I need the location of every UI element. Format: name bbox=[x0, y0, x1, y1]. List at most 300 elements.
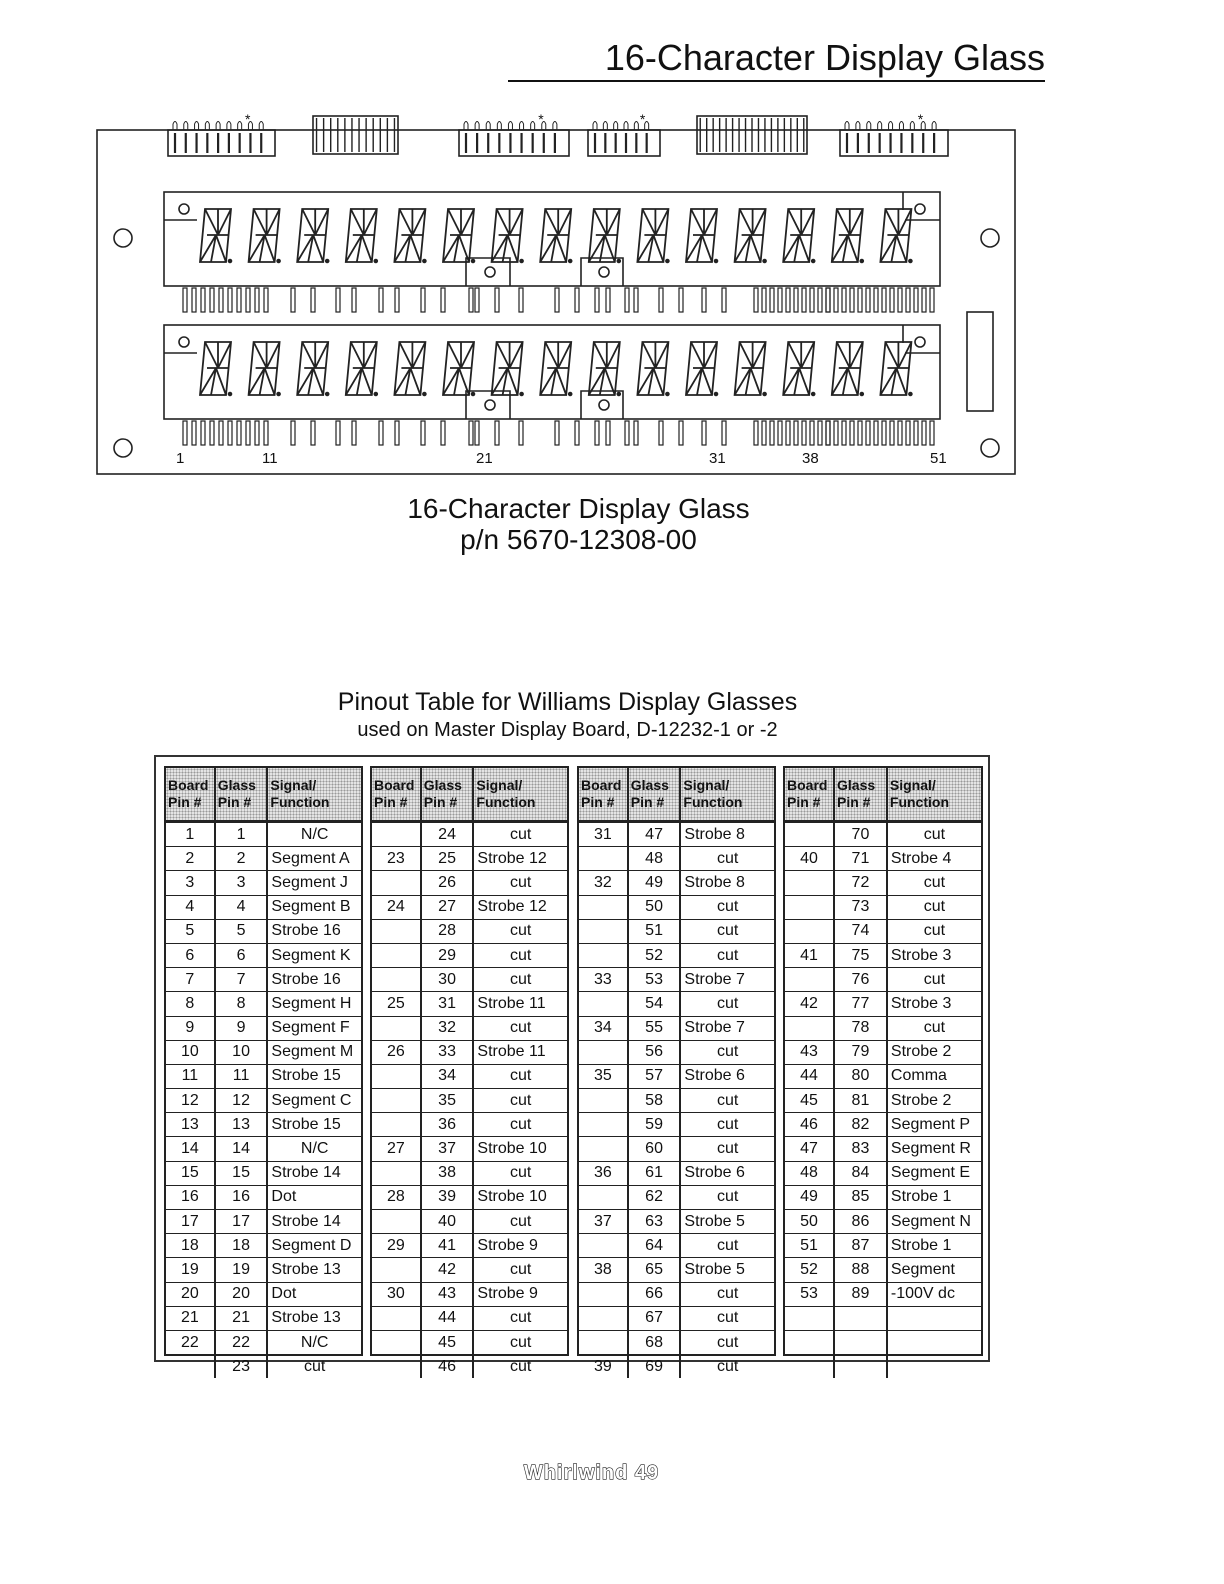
signal-cell: Strobe 1 bbox=[887, 1185, 981, 1209]
board-pin-cell: 53 bbox=[785, 1282, 834, 1306]
display-digit bbox=[783, 342, 814, 395]
table-row bbox=[579, 919, 774, 943]
signal-cell: cut bbox=[887, 968, 981, 992]
signal-cell: Strobe 13 bbox=[267, 1258, 361, 1282]
signal-cell: cut bbox=[473, 968, 567, 992]
glass-lead-pin bbox=[922, 288, 926, 312]
glass-lead-pin bbox=[834, 421, 838, 445]
display-digit bbox=[249, 209, 280, 262]
glass-pin-cell: 23 bbox=[215, 1355, 268, 1379]
board-pin-cell bbox=[372, 1016, 421, 1040]
decimal-point bbox=[617, 393, 620, 396]
board-pin-cell: 33 bbox=[579, 968, 628, 992]
page-footer: Whirlwind 49 bbox=[523, 1462, 660, 1484]
glass-pin-cell: 43 bbox=[421, 1282, 474, 1306]
glass-pin-cell: 17 bbox=[215, 1210, 268, 1234]
glass-lead-pin bbox=[898, 421, 902, 445]
glass-lead-pin bbox=[595, 421, 599, 445]
decimal-point bbox=[374, 260, 377, 263]
signal-cell: Strobe 7 bbox=[680, 1016, 774, 1040]
glass-pin-cell: 62 bbox=[628, 1185, 681, 1209]
board-pin-cell: 13 bbox=[166, 1113, 215, 1137]
display-digit bbox=[394, 209, 425, 262]
caption-title: 16-Character Display Glass bbox=[407, 493, 750, 524]
board-pin-cell: 9 bbox=[166, 1016, 215, 1040]
display-digit bbox=[297, 209, 328, 262]
table-row bbox=[166, 1064, 361, 1088]
glass-pin-cell: 78 bbox=[834, 1016, 887, 1040]
board-pin-cell: 25 bbox=[372, 992, 421, 1016]
glass-lead-pin bbox=[469, 288, 473, 312]
glass-lead-pin bbox=[311, 421, 315, 445]
glass-pin-cell: 38 bbox=[421, 1161, 474, 1185]
signal-cell: Segment C bbox=[267, 1089, 361, 1113]
decimal-point bbox=[423, 260, 426, 263]
glass-lead-pin bbox=[890, 421, 894, 445]
header-glass-pin: Glass Pin # bbox=[834, 768, 887, 822]
decimal-point bbox=[617, 260, 620, 263]
glass-pin-cell: 8 bbox=[215, 992, 268, 1016]
signal-cell: cut bbox=[680, 1330, 774, 1354]
pin1-marker: * bbox=[245, 111, 251, 127]
table-row bbox=[785, 1040, 981, 1064]
glass-pin-cell: 59 bbox=[628, 1113, 681, 1137]
glass-tab-hole bbox=[599, 267, 609, 277]
glass-pin-cell: 61 bbox=[628, 1161, 681, 1185]
table-row bbox=[785, 1185, 981, 1209]
board-pin-cell bbox=[372, 1089, 421, 1113]
signal-cell: cut bbox=[680, 1137, 774, 1161]
table-header-row bbox=[579, 768, 774, 822]
signal-cell: cut bbox=[473, 919, 567, 943]
signal-cell: Strobe 3 bbox=[887, 943, 981, 967]
glass-pin-cell: 6 bbox=[215, 943, 268, 967]
board-pin-cell bbox=[372, 1161, 421, 1185]
glass-pin-cell: 15 bbox=[215, 1161, 268, 1185]
glass-pin-cell: 7 bbox=[215, 968, 268, 992]
board-pin-cell bbox=[785, 1330, 834, 1354]
glass-pin-cell: 63 bbox=[628, 1210, 681, 1234]
board-pin-cell: 2 bbox=[166, 847, 215, 871]
table-row bbox=[166, 871, 361, 895]
signal-cell: cut bbox=[473, 1016, 567, 1040]
glass-lead-pin bbox=[842, 288, 846, 312]
connector-pin-top bbox=[475, 122, 479, 131]
signal-cell: Segment F bbox=[267, 1016, 361, 1040]
board-pin-cell bbox=[579, 1282, 628, 1306]
glass-pin-cell: 29 bbox=[421, 943, 474, 967]
board-pin-cell bbox=[785, 822, 834, 847]
glass-pin-cell: 50 bbox=[628, 895, 681, 919]
board-pin-cell: 40 bbox=[785, 847, 834, 871]
board-pin-cell: 15 bbox=[166, 1161, 215, 1185]
glass-lead-pin bbox=[519, 288, 523, 312]
glass-pin-cell: 47 bbox=[628, 822, 681, 847]
signal-cell: Segment J bbox=[267, 871, 361, 895]
glass-pin-cell: 2 bbox=[215, 847, 268, 871]
board-pin-cell: 36 bbox=[579, 1161, 628, 1185]
board-pin-cell: 42 bbox=[785, 992, 834, 1016]
board-pin-cell bbox=[785, 871, 834, 895]
signal-cell: Strobe 2 bbox=[887, 1040, 981, 1064]
board-pin-cell bbox=[579, 1306, 628, 1330]
signal-cell: Segment bbox=[887, 1258, 981, 1282]
table-row bbox=[166, 943, 361, 967]
table-row bbox=[579, 1137, 774, 1161]
glass-pin-cell: 70 bbox=[834, 822, 887, 847]
board-pin-cell bbox=[372, 1210, 421, 1234]
glass-pin-cell: 1 bbox=[215, 822, 268, 847]
display-digit bbox=[297, 342, 328, 395]
connector-pin-top bbox=[195, 122, 199, 131]
glass-lead-pin bbox=[625, 421, 629, 445]
table-row bbox=[579, 847, 774, 871]
signal-cell: Strobe 14 bbox=[267, 1161, 361, 1185]
glass-pin-cell: 81 bbox=[834, 1089, 887, 1113]
display-digit bbox=[200, 342, 231, 395]
signal-cell: Segment D bbox=[267, 1234, 361, 1258]
header-board-pin: Board Pin # bbox=[785, 768, 834, 822]
board-pin-cell bbox=[372, 1330, 421, 1354]
display-digit bbox=[394, 342, 425, 395]
signal-cell: cut bbox=[473, 871, 567, 895]
signal-cell: cut bbox=[473, 1330, 567, 1354]
signal-cell: Strobe 4 bbox=[887, 847, 981, 871]
signal-cell: cut bbox=[473, 1089, 567, 1113]
glass-lead-pin bbox=[770, 288, 774, 312]
display-digit bbox=[540, 209, 571, 262]
table-row bbox=[166, 919, 361, 943]
table-row bbox=[166, 1137, 361, 1161]
decimal-point bbox=[326, 260, 329, 263]
decimal-point bbox=[909, 260, 912, 263]
glass-lead-pin bbox=[352, 288, 356, 312]
glass-pin-cell bbox=[834, 1355, 887, 1379]
glass-lead-pin bbox=[882, 288, 886, 312]
connector-pin-top bbox=[932, 122, 936, 131]
decimal-point bbox=[666, 393, 669, 396]
glass-pin-cell: 65 bbox=[628, 1258, 681, 1282]
figure-caption bbox=[0, 493, 1157, 555]
decimal-point bbox=[569, 393, 572, 396]
board-pin-cell: 23 bbox=[372, 847, 421, 871]
pin-label-11: 11 bbox=[262, 450, 278, 467]
board-pin-cell bbox=[785, 919, 834, 943]
connector-pin-top bbox=[624, 122, 628, 131]
glass-pin-cell: 79 bbox=[834, 1040, 887, 1064]
glass-lead-pin bbox=[810, 288, 814, 312]
board-pin-cell: 29 bbox=[372, 1234, 421, 1258]
glass-lead-pin bbox=[237, 421, 241, 445]
table-row bbox=[166, 1306, 361, 1330]
glass-lead-pin bbox=[421, 288, 425, 312]
glass-pin-cell: 26 bbox=[421, 871, 474, 895]
glass-pin-cell: 25 bbox=[421, 847, 474, 871]
board-pin-cell: 16 bbox=[166, 1185, 215, 1209]
glass-lead-pin bbox=[441, 421, 445, 445]
glass-lead-pin bbox=[702, 288, 706, 312]
glass-pin-cell: 44 bbox=[421, 1306, 474, 1330]
table-row bbox=[579, 1210, 774, 1234]
signal-cell: Segment R bbox=[887, 1137, 981, 1161]
pin1-marker: * bbox=[538, 111, 544, 127]
signal-cell: Strobe 6 bbox=[680, 1161, 774, 1185]
connector-pin-top bbox=[205, 122, 209, 131]
table-row bbox=[785, 1306, 981, 1330]
display-digit bbox=[443, 209, 474, 262]
glass-lead-pin bbox=[219, 288, 223, 312]
board-pin-cell: 27 bbox=[372, 1137, 421, 1161]
decimal-point bbox=[423, 393, 426, 396]
glass-lead-pin bbox=[802, 421, 806, 445]
glass-lead-pin bbox=[702, 421, 706, 445]
table-row bbox=[372, 919, 567, 943]
glass-pin-cell: 4 bbox=[215, 895, 268, 919]
glass-lead-pin bbox=[555, 288, 559, 312]
glass-pin-cell: 33 bbox=[421, 1040, 474, 1064]
table-row bbox=[372, 1355, 567, 1379]
table-row bbox=[785, 1234, 981, 1258]
connector-pin-top bbox=[603, 122, 607, 131]
decimal-point bbox=[860, 393, 863, 396]
table-row bbox=[372, 895, 567, 919]
signal-cell: cut bbox=[473, 1306, 567, 1330]
signal-cell: Strobe 15 bbox=[267, 1113, 361, 1137]
glass-pin-cell: 30 bbox=[421, 968, 474, 992]
glass-lead-pin bbox=[192, 288, 196, 312]
signal-cell bbox=[887, 1330, 981, 1354]
decimal-point bbox=[520, 260, 523, 263]
table-row bbox=[785, 895, 981, 919]
glass-pin-cell: 32 bbox=[421, 1016, 474, 1040]
pin-label-38: 38 bbox=[802, 450, 819, 467]
board-pin-cell bbox=[372, 1258, 421, 1282]
connector-pin-top bbox=[553, 122, 557, 131]
glass-lead-pin bbox=[395, 421, 399, 445]
pinout-block-2 bbox=[370, 766, 569, 1375]
table-row bbox=[166, 1185, 361, 1209]
glass-lead-pin bbox=[634, 421, 638, 445]
signal-cell: Strobe 1 bbox=[887, 1234, 981, 1258]
table-row bbox=[372, 1306, 567, 1330]
glass-lead-pin bbox=[930, 421, 934, 445]
header-board-pin: Board Pin # bbox=[579, 768, 628, 822]
table-row bbox=[579, 1282, 774, 1306]
board-pin-cell bbox=[372, 1064, 421, 1088]
board-pin-cell bbox=[579, 1089, 628, 1113]
display-digit bbox=[200, 209, 231, 262]
signal-cell: Strobe 11 bbox=[473, 1040, 567, 1064]
board-pin-cell bbox=[579, 847, 628, 871]
board-pin-cell: 51 bbox=[785, 1234, 834, 1258]
header-signal-function: Signal/ Function bbox=[267, 768, 361, 822]
connector-pin-top bbox=[227, 122, 231, 131]
board-outline bbox=[97, 111, 1015, 474]
table-row bbox=[372, 1210, 567, 1234]
table-row bbox=[166, 895, 361, 919]
glass-lead-pin bbox=[469, 421, 473, 445]
header-signal-function: Signal/ Function bbox=[680, 768, 774, 822]
glass-pin-cell: 66 bbox=[628, 1282, 681, 1306]
signal-cell: Strobe 6 bbox=[680, 1064, 774, 1088]
glass-pin-cell: 36 bbox=[421, 1113, 474, 1137]
decimal-point bbox=[715, 393, 718, 396]
signal-cell: cut bbox=[680, 943, 774, 967]
signal-cell bbox=[887, 1306, 981, 1330]
glass-lead-pin bbox=[898, 288, 902, 312]
pin1-marker: * bbox=[639, 111, 646, 127]
glass-lead-pin bbox=[874, 421, 878, 445]
table-row bbox=[372, 1137, 567, 1161]
connector-j3 bbox=[459, 130, 569, 156]
board-pin-cell: 12 bbox=[166, 1089, 215, 1113]
glass-lead-pin bbox=[762, 288, 766, 312]
display-digit bbox=[492, 209, 523, 262]
table-row bbox=[579, 968, 774, 992]
table-row bbox=[785, 1258, 981, 1282]
glass-lead-pin bbox=[475, 421, 479, 445]
pin-label-21: 21 bbox=[476, 450, 493, 467]
glass-tip bbox=[179, 337, 189, 347]
glass-lead-pin bbox=[495, 421, 499, 445]
glass-lead-pin bbox=[786, 288, 790, 312]
table-row bbox=[372, 1282, 567, 1306]
glass-lead-pin bbox=[237, 288, 241, 312]
side-connector bbox=[967, 312, 993, 411]
decimal-point bbox=[229, 260, 232, 263]
glass-lead-pin bbox=[722, 421, 726, 445]
pinout-table bbox=[372, 768, 567, 1378]
table-row bbox=[372, 871, 567, 895]
table-row bbox=[372, 1040, 567, 1064]
board-pin-cell bbox=[579, 895, 628, 919]
signal-cell: Segment M bbox=[267, 1040, 361, 1064]
board-pin-cell bbox=[372, 919, 421, 943]
signal-cell: Strobe 5 bbox=[680, 1210, 774, 1234]
signal-cell: Strobe 14 bbox=[267, 1210, 361, 1234]
glass-lead-pin bbox=[441, 288, 445, 312]
glass-pin-cell: 85 bbox=[834, 1185, 887, 1209]
table-row bbox=[372, 943, 567, 967]
signal-cell: Segment H bbox=[267, 992, 361, 1016]
table-row bbox=[785, 1016, 981, 1040]
signal-cell: Strobe 13 bbox=[267, 1306, 361, 1330]
board-pin-cell bbox=[372, 968, 421, 992]
board-pin-cell: 44 bbox=[785, 1064, 834, 1088]
table-row bbox=[372, 1016, 567, 1040]
glass-lead-pin bbox=[336, 288, 340, 312]
glass-lead-pin bbox=[201, 421, 205, 445]
display-digit bbox=[783, 209, 814, 262]
table-row bbox=[166, 1330, 361, 1354]
glass-lead-pin bbox=[794, 421, 798, 445]
glass-pin-cell: 31 bbox=[421, 992, 474, 1016]
connector-pin-top bbox=[845, 122, 849, 131]
board-pin-cell bbox=[579, 919, 628, 943]
decimal-point bbox=[909, 393, 912, 396]
signal-cell: cut bbox=[887, 919, 981, 943]
display-digit bbox=[637, 342, 668, 395]
display-digit bbox=[686, 209, 717, 262]
pinout-table bbox=[166, 768, 361, 1378]
signal-cell: cut bbox=[887, 895, 981, 919]
glass-lead-pin bbox=[606, 421, 610, 445]
glass-pin-cell: 34 bbox=[421, 1064, 474, 1088]
table-subtitle: used on Master Display Board, D-12232-1 or -2 bbox=[357, 719, 778, 741]
table-row bbox=[579, 822, 774, 847]
glass-pin-cell: 5 bbox=[215, 919, 268, 943]
table-row bbox=[579, 1064, 774, 1088]
board-pin-cell: 1 bbox=[166, 822, 215, 847]
table-row bbox=[372, 1113, 567, 1137]
signal-cell: cut bbox=[473, 1258, 567, 1282]
header-signal-function: Signal/ Function bbox=[473, 768, 567, 822]
signal-cell: Segment P bbox=[887, 1113, 981, 1137]
glass-lead-pin bbox=[421, 421, 425, 445]
glass-pin-cell: 39 bbox=[421, 1185, 474, 1209]
connector-j4 bbox=[588, 130, 660, 156]
table-row bbox=[785, 1137, 981, 1161]
table-row bbox=[785, 847, 981, 871]
board-pin-cell: 22 bbox=[166, 1330, 215, 1354]
board-pin-cell: 14 bbox=[166, 1137, 215, 1161]
connector-pin-top bbox=[508, 122, 512, 131]
glass-lead-pin bbox=[210, 421, 214, 445]
signal-cell: N/C bbox=[267, 822, 361, 847]
glass-lead-pin bbox=[858, 421, 862, 445]
signal-cell: cut bbox=[473, 1161, 567, 1185]
table-row bbox=[579, 1185, 774, 1209]
glass-lead-pin bbox=[201, 288, 205, 312]
glass-lead-pin bbox=[906, 288, 910, 312]
table-row bbox=[372, 1185, 567, 1209]
table-row bbox=[372, 1234, 567, 1258]
page-title: 16-Character Display Glass bbox=[508, 38, 1045, 82]
signal-cell: cut bbox=[887, 822, 981, 847]
glass-lead-pin bbox=[495, 288, 499, 312]
decimal-point bbox=[812, 393, 815, 396]
glass-lead-pin bbox=[379, 421, 383, 445]
glass-pin-cell: 68 bbox=[628, 1330, 681, 1354]
glass-lead-pin bbox=[264, 288, 268, 312]
glass-lead-pin bbox=[722, 288, 726, 312]
board-pin-cell: 43 bbox=[785, 1040, 834, 1064]
connector-pin-top bbox=[520, 122, 524, 131]
signal-cell: Comma bbox=[887, 1064, 981, 1088]
glass-lead-pin bbox=[794, 288, 798, 312]
table-row bbox=[579, 1330, 774, 1354]
signal-cell bbox=[887, 1355, 981, 1379]
glass-pin-cell bbox=[834, 1306, 887, 1330]
board-pin-cell: 5 bbox=[166, 919, 215, 943]
header-signal-function: Signal/ Function bbox=[887, 768, 981, 822]
glass-lead-pin bbox=[914, 288, 918, 312]
glass-lead-pin bbox=[922, 421, 926, 445]
glass-lead-pin bbox=[311, 288, 315, 312]
table-row bbox=[372, 1064, 567, 1088]
glass-pin-cell: 57 bbox=[628, 1064, 681, 1088]
pinout-block-4 bbox=[783, 766, 983, 1356]
board-pin-cell: 11 bbox=[166, 1064, 215, 1088]
glass-pin-cell: 19 bbox=[215, 1258, 268, 1282]
board-pin-cell: 38 bbox=[579, 1258, 628, 1282]
board-pin-cell: 49 bbox=[785, 1185, 834, 1209]
table-row bbox=[579, 992, 774, 1016]
board-pin-cell: 41 bbox=[785, 943, 834, 967]
signal-cell: cut bbox=[680, 1234, 774, 1258]
glass-lead-pin bbox=[291, 421, 295, 445]
glass-lead-pin bbox=[291, 288, 295, 312]
